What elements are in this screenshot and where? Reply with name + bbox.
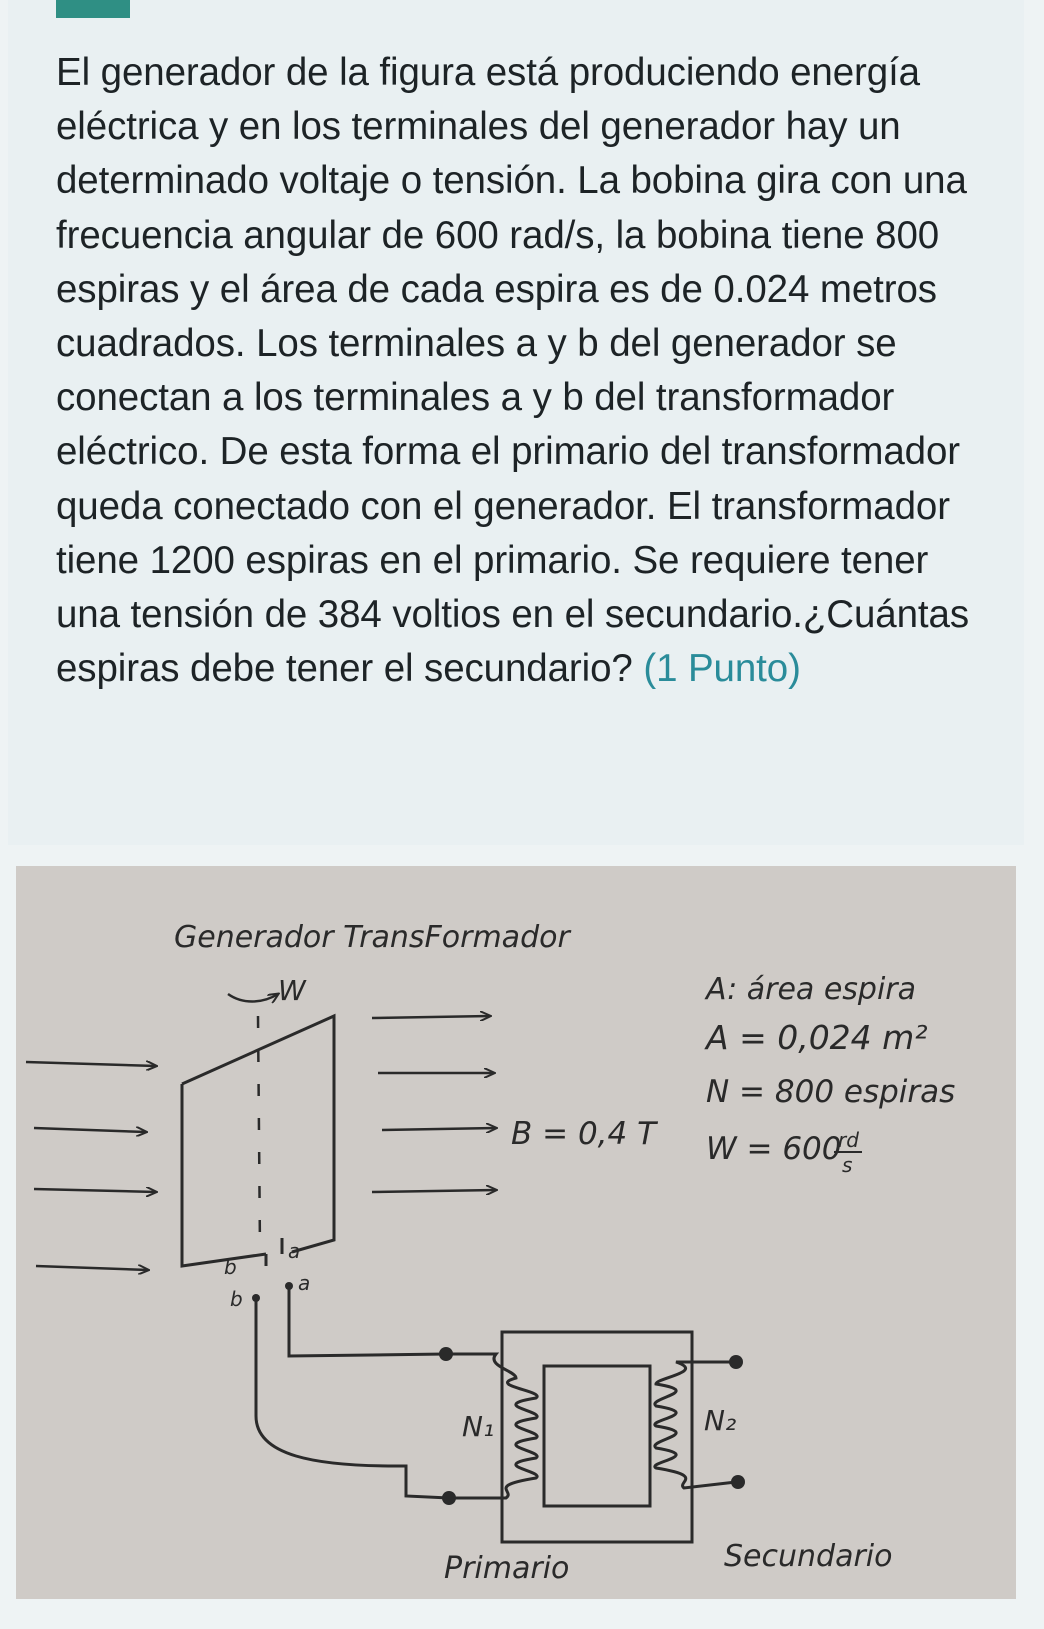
question-body: El generador de la figura está produciendo energía eléctrica y en los terminales del generador hay un determinado voltaje o tensión. La bobina gira con una frecuencia angular de 600 rad/s, la bobina tiene 800 espiras y el área de cada espira es de 0.024 metros cuadrados. Los terminales a y b del generador se conectan a los terminales a y b del transformador eléctrico. De esta forma el primario del transformador queda conectado con el generador. El transformador tiene 1200 espiras en el primario. Se requiere tener una tensión de 384 voltios en el secundario.¿Cuántas espiras debe tener el secundario?	[56, 51, 969, 691]
question-points: (1 Punto)	[643, 647, 801, 691]
note-omega-unit-num: rd	[838, 1128, 859, 1152]
field-label: B = 0,4 T	[511, 1116, 657, 1152]
magnetic-field-arrows-left	[26, 1062, 156, 1270]
question-figure	[16, 866, 1016, 1599]
secondary-label: Secundario	[724, 1539, 893, 1574]
primary-label: Primario	[444, 1551, 570, 1586]
n1-label: N₁	[462, 1410, 495, 1443]
rotation-axis	[258, 1016, 260, 1250]
question-text	[56, 46, 986, 696]
coil-terminal-b: b	[224, 1255, 237, 1279]
wire-b	[256, 1300, 449, 1498]
transformer-core-window	[544, 1366, 650, 1506]
note-turns: N = 800 espiras	[706, 1074, 956, 1110]
magnetic-field-arrows-right	[372, 1016, 496, 1192]
generator-transformer-drawing	[16, 866, 1016, 1599]
note-area-definition: A: área espira	[706, 972, 916, 1007]
note-omega: W = 600	[706, 1131, 842, 1167]
n2-label: N₂	[704, 1404, 737, 1437]
figure-title: Generador TransFormador	[174, 920, 570, 955]
transformer-core-outer	[502, 1332, 692, 1542]
accent-tab	[56, 0, 130, 18]
wire-terminal-a: a	[298, 1271, 311, 1295]
note-area-value: A = 0,024 m²	[706, 1018, 928, 1057]
wire-terminal-b: b	[230, 1287, 243, 1311]
coil-terminal-a: a	[288, 1239, 301, 1263]
wire-a	[289, 1288, 446, 1356]
omega-label: W	[278, 974, 306, 1007]
note-omega-unit-den: s	[842, 1153, 853, 1177]
rotation-arrow-icon	[228, 994, 278, 1002]
